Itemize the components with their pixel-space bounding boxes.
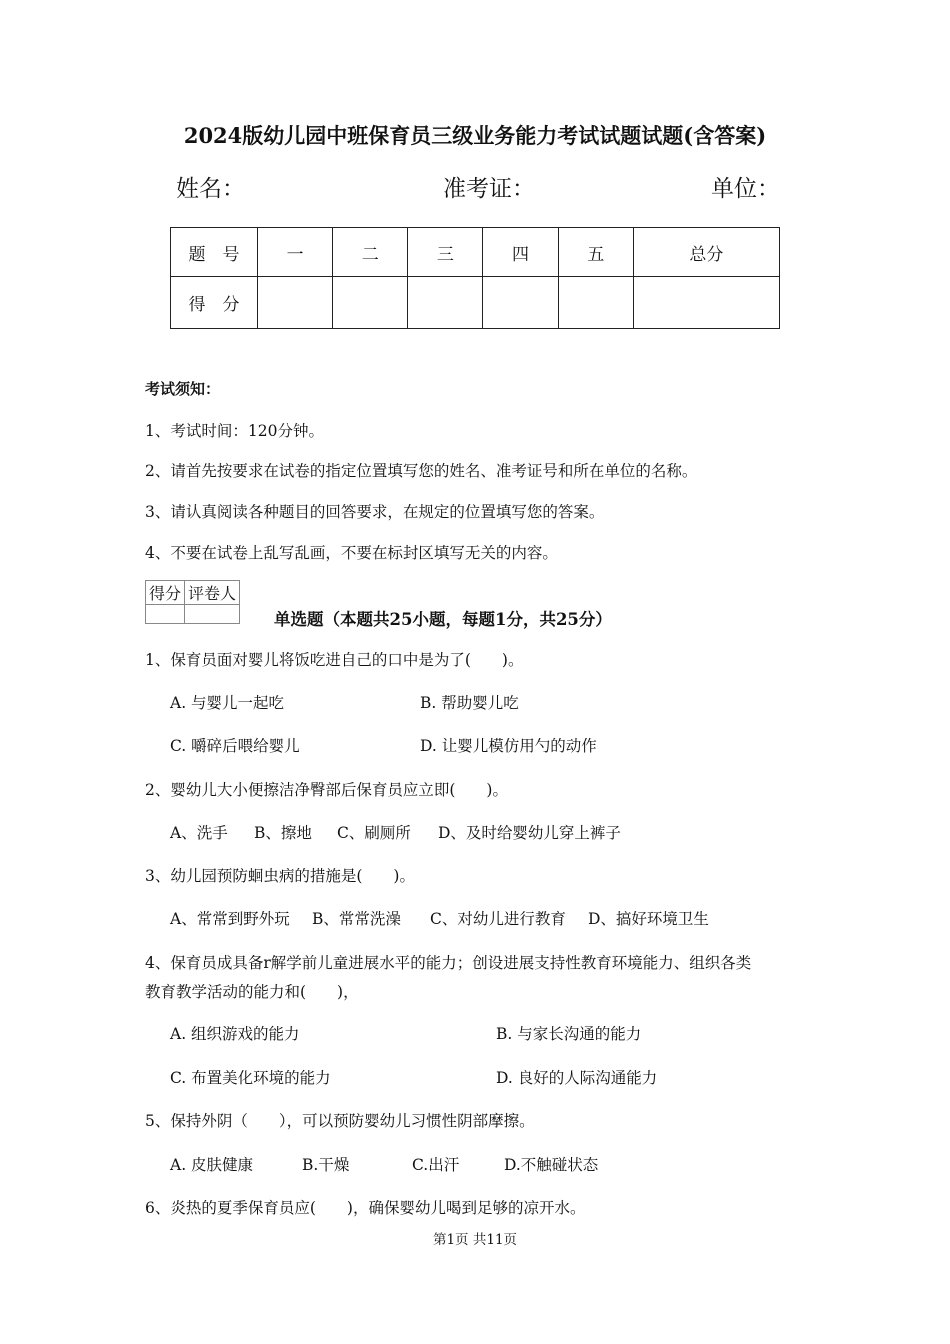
option-d: D、及时给婴幼儿穿上裤子: [438, 824, 621, 842]
score-col-total: 总分: [633, 228, 779, 277]
unit-label: 单位：: [711, 176, 780, 202]
score-cell: [633, 277, 779, 329]
score-col-2: 二: [333, 228, 408, 277]
option-a: A、常常到野外玩: [170, 910, 290, 928]
score-col-1: 一: [258, 228, 333, 277]
score-cell: [408, 277, 483, 329]
grader-box: [145, 580, 240, 624]
score-col-4: 四: [483, 228, 558, 277]
notice-item: 2、请首先按要求在试卷的指定位置填写您的姓名、准考证号和所在单位的名称。: [145, 462, 698, 480]
option-b: B、常常洗澡: [312, 910, 401, 928]
grader-reviewer-cell: [185, 605, 240, 624]
question-stem-continued: 教育教学活动的能力和( )，: [145, 983, 359, 1001]
section-title: 单选题（本题共25小题，每题1分，共25分）: [274, 610, 612, 629]
option-a: A. 皮肤健康: [170, 1156, 254, 1174]
notice-item: 4、不要在试卷上乱写乱画，不要在标封区填写无关的内容。: [145, 544, 558, 562]
score-cell: [258, 277, 333, 329]
option-d: D、搞好环境卫生: [588, 910, 709, 928]
option-c: C. 嚼碎后喂给婴儿: [170, 737, 300, 755]
option-b: B. 与家长沟通的能力: [496, 1025, 642, 1043]
option-b: B、擦地: [254, 824, 312, 842]
grader-reviewer-label: 评卷人: [185, 581, 240, 605]
option-a: A、洗手: [170, 824, 228, 842]
option-c: C. 布置美化环境的能力: [170, 1069, 331, 1087]
score-table-header-row: [171, 228, 780, 277]
option-a: A. 组织游戏的能力: [170, 1025, 300, 1043]
score-cell: [333, 277, 408, 329]
name-label: 姓名：: [176, 176, 245, 202]
question-stem: 3、幼儿园预防蛔虫病的措施是( )。: [145, 867, 415, 885]
option-d: D.不触碰状态: [504, 1156, 599, 1174]
grader-score-cell: [146, 605, 185, 624]
option-c: C、对幼儿进行教育: [430, 910, 566, 928]
grader-score-label: 得分: [146, 581, 185, 605]
option-b: B.干燥: [302, 1156, 350, 1174]
question-stem: 2、婴幼儿大小便擦洁净臀部后保育员应立即( )。: [145, 781, 508, 799]
question-stem: 5、保持外阴（ ），可以预防婴幼儿习惯性阴部摩擦。: [145, 1112, 535, 1130]
score-table-score-row: [171, 277, 780, 329]
page-footer: 第1页 共11页: [432, 1232, 518, 1248]
option-c: C、刷厕所: [337, 824, 411, 842]
score-col-5: 五: [558, 228, 633, 277]
notice-item: 3、请认真阅读各种题目的回答要求，在规定的位置填写您的答案。: [145, 503, 605, 521]
score-cell: [483, 277, 558, 329]
score-header-label: 题 号: [171, 228, 258, 277]
notice-item: 1、考试时间：120分钟。: [145, 422, 324, 440]
option-c: C.出汗: [412, 1156, 460, 1174]
question-stem: 4、保育员成具备r解学前儿童进展水平的能力；创设进展支持性教育环境能力、组织各类: [145, 954, 752, 972]
option-d: D. 让婴儿模仿用勺的动作: [420, 737, 597, 755]
option-d: D. 良好的人际沟通能力: [496, 1069, 658, 1087]
score-cell: [558, 277, 633, 329]
score-table: [170, 227, 780, 329]
option-b: B. 帮助婴儿吃: [420, 694, 519, 712]
score-col-3: 三: [408, 228, 483, 277]
question-stem: 6、炎热的夏季保育员应( )，确保婴幼儿喝到足够的凉开水。: [145, 1199, 586, 1217]
score-row-label: 得 分: [171, 277, 258, 329]
option-a: A. 与婴儿一起吃: [170, 694, 285, 712]
document-title: 2024版幼儿园中班保育员三级业务能力考试试题试题(含答案): [183, 123, 767, 148]
exam-id-label: 准考证：: [443, 176, 535, 202]
notice-title: 考试须知：: [145, 380, 221, 398]
question-stem: 1、保育员面对婴儿将饭吃进自己的口中是为了( )。: [145, 651, 524, 669]
